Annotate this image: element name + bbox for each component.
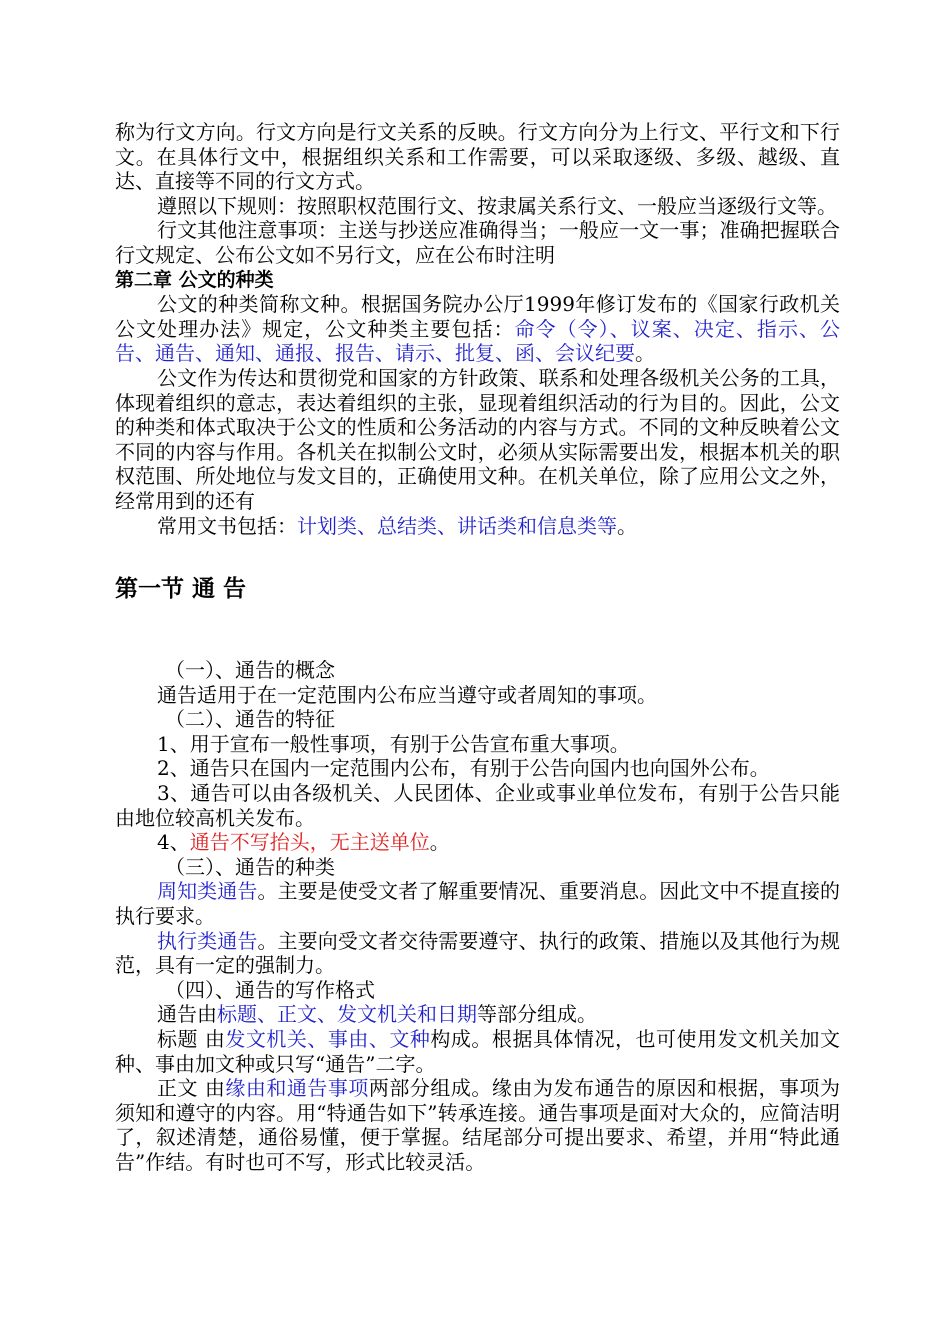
heading-concept: （一）、通告的概念 (165, 658, 335, 683)
type-2-text: 。主要向受文者交待需要遵守、执行的政策、措施以及其他行为规范，具有一定的强制力。 (115, 928, 841, 978)
common-documents-list: 计划类、总结类、讲话类和信息类等 (297, 513, 617, 538)
format-1 (115, 1002, 840, 1027)
type-1-text: 。主要是使受文者了解重要情况、重要消息。因此文中不提直接的执行要求。 (115, 879, 841, 929)
concept-text: 通告适用于在一定范围内公布应当遵守或者周知的事项。 (157, 682, 657, 707)
chapter-p1-suffix: 。 (635, 341, 655, 366)
chapter-paragraph-2: 公文作为传达和贯彻党和国家的方针政策、联系和处理各级机关公务的工具，体现着组织的意志，表达着组织的主张，显现着组织活动的行为目的。因此，公文的种类和体式取决于公文的性质和公务活动的内容与方式。不同的文种反映着公文不同的内容与作用。各机关在拟制公文时，必须从实际需要出发，根据本机关的职权范围、所处地位与发文目的，正确使用文种。在机关单位，除了应用公文之外，经常用到的还有 (115, 365, 840, 513)
feature-4-prefix: 4、 (157, 830, 190, 855)
intro-paragraph-1: 称为行文方向。行文方向是行文关系的反映。行文方向分为上行文、平行文和下行文。在具体行文中，根据组织关系和工作需要，可以采取逐级、多级、越级、直达、直接等不同的行文方式。 (115, 120, 840, 194)
feature-1: 1、用于宣布一般性事项，有别于公告宣布重大事项。 (157, 731, 630, 756)
feature-4 (115, 830, 840, 855)
feature-2: 2、通告只在国内一定范围内公布，有别于公告向国内也向国外公布。 (157, 756, 770, 781)
format-3-prefix: 正文 由 (157, 1076, 226, 1101)
chapter-title: 第二章 公文的种类 (115, 268, 274, 291)
format-1-parts: 标题、正文、发文机关和日期 (217, 1002, 477, 1027)
type-1 (115, 879, 840, 928)
feature-3: 3、通告可以由各级机关、人民团体、企业或事业单位发布，有别于公告只能由地位较高机关发布。 (115, 781, 840, 830)
chapter-p1-prefix: 公文的种类简称文种。根据国务院办公厅1999年修订发布的《国家行政机关公文处理办法》规定，公文种类主要包括： (115, 292, 840, 341)
format-2 (115, 1027, 840, 1076)
section-title: 第一节 通 告 (115, 576, 247, 603)
feature-4-highlight: 通告不写抬头，无主送单位 (189, 830, 430, 855)
format-1-suffix: 等部分组成。 (477, 1002, 597, 1027)
format-3-parts: 缘由和通告事项 (225, 1076, 369, 1101)
format-1-prefix: 通告由 (157, 1002, 217, 1027)
chapter-paragraph-1 (115, 292, 840, 366)
chapter-paragraph-3 (115, 514, 840, 539)
heading-format: （四）、通告的写作格式 (165, 977, 375, 1002)
type-2-name: 执行类通告 (157, 928, 258, 953)
chapter-p3-suffix: 。 (617, 513, 637, 538)
format-3-suffix: 两部分组成。缘由为发布通告的原因和根据，事项为须知和遵守的内容。用“特通告如下”转承连接。通告事项是面对大众的，应简洁明了，叙述清楚，通俗易懂，便于掌握。结尾部分可提出要求、希望，并用“特此通告”作结。有时也可不写，形式比较灵活。 (115, 1076, 840, 1174)
intro-paragraph-2: 遵照以下规则：按照职权范围行文、按隶属关系行文、一般应当逐级行文等。 (157, 193, 837, 218)
section-spacer (115, 604, 840, 658)
chapter-p3-prefix: 常用文书包括： (157, 513, 297, 538)
format-2-suffix: 构成。根据具体情况，也可使用发文机关加文种、事由加文种或只写“通告”二字。 (115, 1027, 841, 1076)
feature-4-suffix: 。 (429, 830, 450, 855)
intro-paragraph-3: 行文其他注意事项：主送与抄送应准确得当；一般应一文一事；准确把握联合行文规定、公布公文如不另行文，应在公布时注明 (115, 218, 840, 267)
document-types-list: 命令（令）、议案、决定、指示、公告、通告、通知、通报、报告、请示、批复、函、会议纪要 (115, 316, 841, 366)
type-1-name: 周知类通告 (157, 879, 258, 904)
heading-features: （二）、通告的特征 (165, 707, 335, 732)
document-page (115, 120, 840, 1175)
format-2-parts: 发文机关、事由、文种 (225, 1027, 431, 1051)
heading-types: （三）、通告的种类 (165, 854, 335, 879)
format-2-prefix: 标题 由 (157, 1027, 226, 1051)
type-2 (115, 929, 840, 978)
format-3 (115, 1076, 840, 1174)
